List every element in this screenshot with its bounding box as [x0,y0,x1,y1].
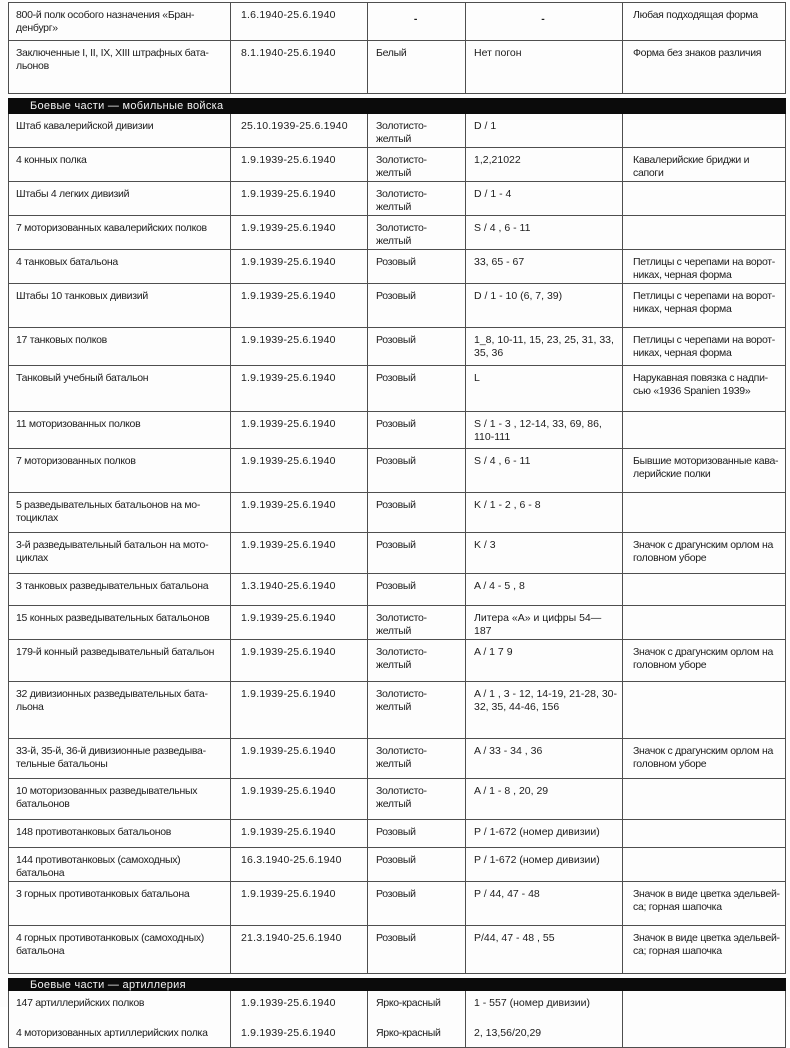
designation-cell: P/44, 47 - 48 , 55 [466,926,623,973]
designation-cell: D / 1 - 10 (6, 7, 39) [466,284,623,327]
table-row [9,250,785,284]
color-cell: - [368,3,466,40]
name-cell: 11 моторизованных полков [9,412,231,448]
notes-cell: Петлицы с черепами на ворот-никах, черная форма [633,290,775,315]
dates-cell: 1.9.1939-25.6.1940 [231,493,368,532]
color-cell: Розовый [368,412,466,448]
color-cell: Розовый [368,820,466,847]
notes-cell: Значок с драгунским орлом на головном уборе [633,745,774,770]
dates-cell: 1.9.1939-25.6.1940 [231,449,368,492]
name-cell: Штаб кавалерийской дивизии [9,114,231,147]
dates-cell: 1.9.1939-25.6.1940 [231,682,368,738]
dates-cell: 1.9.1939-25.6.1940 [231,1021,368,1047]
dates-cell: 25.10.1939-25.6.1940 [231,114,368,147]
color-cell: Золотисто-желтый [368,779,466,819]
table-row [9,606,785,640]
dates-cell: 1.9.1939-25.6.1940 [231,250,368,283]
designation-cell: D / 1 [466,114,623,147]
notes-cell: Значок в виде цветка эдельвей-са; горная шапочка [633,888,780,913]
table-row [9,41,785,94]
designation-cell: S / 4 , 6 - 11 [466,449,623,492]
color-cell: Золотисто-желтый [368,682,466,738]
designation-cell: A / 4 - 5 , 8 [466,574,623,605]
table-row [9,216,785,250]
table-row [9,114,785,148]
table-row [9,182,785,216]
notes-cell: Значок с драгунским орлом на головном уборе [633,646,774,671]
designation-cell: A / 1 7 9 [466,640,623,681]
dates-cell: 1.9.1939-25.6.1940 [231,182,368,215]
dates-cell: 1.9.1939-25.6.1940 [231,533,368,573]
color-cell: Розовый [368,882,466,925]
designation-cell: A / 33 - 34 , 36 [466,739,623,778]
dates-cell: 1.9.1939-25.6.1940 [231,216,368,249]
table-row [9,412,785,449]
name-cell: Штабы 10 танковых дивизий [9,284,231,327]
color-cell: Розовый [368,493,466,532]
table-row [9,449,785,493]
notes-cell [623,574,785,605]
dates-cell: 1.9.1939-25.6.1940 [231,412,368,448]
dates-cell: 1.9.1939-25.6.1940 [231,606,368,639]
name-cell: 17 танковых полков [9,328,231,365]
name-cell: 144 противотанковых (самоходных) батальона [9,848,231,881]
dates-cell: 8.1.1940-25.6.1940 [231,41,368,93]
designation-cell: S / 4 , 6 - 11 [466,216,623,249]
dates-cell: 1.9.1939-25.6.1940 [231,882,368,925]
color-cell: Золотисто-желтый [368,640,466,681]
table-row [9,991,785,1021]
name-cell: 148 противотанковых батальонов [9,820,231,847]
notes-cell: Форма без знаков различия [633,47,762,59]
table-row [9,926,785,974]
color-cell: Золотисто-желтый [368,148,466,181]
notes-cell: Значок с драгунским орлом на головном уборе [633,539,774,564]
designation-cell: A / 1 , 3 - 12, 14-19, 21-28, 30-32, 35, 44-46, 156 [466,682,623,738]
dates-cell: 1.6.1940-25.6.1940 [231,3,368,40]
dates-cell: 1.9.1939-25.6.1940 [231,284,368,327]
designation-cell: K / 1 - 2 , 6 - 8 [466,493,623,532]
name-cell: 147 артиллерийских полков [9,991,231,1021]
designation-cell: P / 44, 47 - 48 [466,882,623,925]
name-cell: 4 моторизованных артиллерийских полка [9,1021,231,1047]
color-cell: Розовый [368,284,466,327]
color-cell: Золотисто-желтый [368,114,466,147]
name-cell: 800-й полк особого назначения «Бран-денбург» [9,3,231,40]
notes-cell [623,216,785,249]
table-row [9,820,785,848]
name-cell: 4 горных противотанковых (самоходных) батальона [9,926,231,973]
table-row [9,779,785,820]
name-cell: Танковый учебный батальон [9,366,231,411]
color-cell: Золотисто-желтый [368,606,466,639]
color-cell: Розовый [368,848,466,881]
designation-cell: Нет погон [466,41,623,93]
notes-cell [623,1021,785,1047]
table-row [9,882,785,926]
color-cell: Белый [368,41,466,93]
notes-cell [623,820,785,847]
military-units-table [8,2,786,1048]
notes-cell [623,779,785,819]
notes-cell [623,412,785,448]
table-row [9,3,785,41]
dates-cell: 1.9.1939-25.6.1940 [231,820,368,847]
color-cell: Розовый [368,328,466,365]
notes-cell: Петлицы с черепами на ворот-никах, черная форма [633,256,775,281]
table-row [9,1021,785,1048]
table-row [9,328,785,366]
designation-cell: D / 1 - 4 [466,182,623,215]
table-row [9,739,785,779]
designation-cell: K / 3 [466,533,623,573]
color-cell: Золотисто-желтый [368,182,466,215]
dates-cell: 1.9.1939-25.6.1940 [231,148,368,181]
section-header [8,978,786,991]
name-cell: 10 моторизованных разведывательных батальонов [9,779,231,819]
designation-cell: S / 1 - 3 , 12-14, 33, 69, 86, 110-111 [466,412,623,448]
table-row [9,640,785,682]
designation-cell: P / 1-672 (номер дивизии) [466,820,623,847]
name-cell: 32 дивизионных разведывательных бата-льона [9,682,231,738]
notes-cell: Нарукавная повязка с надпи-сью «1936 Spanien 1939» [633,372,768,397]
notes-cell: Значок в виде цветка эдельвей-са; горная шапочка [633,932,780,957]
section-header [8,98,786,114]
table-row [9,574,785,606]
dates-cell: 1.9.1939-25.6.1940 [231,779,368,819]
name-cell: 4 конных полка [9,148,231,181]
table-row [9,493,785,533]
name-cell: 179-й конный разведывательный батальон [9,640,231,681]
name-cell: 15 конных разведывательных батальонов [9,606,231,639]
designation-cell: 2, 13,56/20,29 [466,1021,623,1047]
color-cell: Розовый [368,926,466,973]
name-cell: 4 танковых батальона [9,250,231,283]
dates-cell: 1.9.1939-25.6.1940 [231,739,368,778]
name-cell: 7 моторизованных полков [9,449,231,492]
name-cell: 5 разведывательных батальонов на мо-тоциклах [9,493,231,532]
name-cell: Заключенные I, II, IX, XIII штрафных бата-льонов [9,41,231,93]
color-cell: Розовый [368,250,466,283]
name-cell: 7 моторизованных кавалерийских полков [9,216,231,249]
designation-cell: 1 - 557 (номер дивизии) [466,991,623,1021]
dates-cell: 1.9.1939-25.6.1940 [231,366,368,411]
notes-cell [623,493,785,532]
name-cell: 3 горных противотанковых батальона [9,882,231,925]
color-cell: Розовый [368,366,466,411]
notes-cell [623,848,785,881]
designation-cell: A / 1 - 8 , 20, 29 [466,779,623,819]
dates-cell: 1.9.1939-25.6.1940 [231,328,368,365]
designation-cell: Литера «А» и цифры 54— 187 [466,606,623,639]
designation-cell: L [466,366,623,411]
table-row [9,533,785,574]
table-row [9,284,785,328]
notes-cell: Бывшие моторизованные кава-лерийские полки [633,455,779,480]
color-cell: Розовый [368,574,466,605]
table-row [9,682,785,739]
section-title: Боевые части — мобильные войска [30,100,224,112]
designation-cell: 1,2,21022 [466,148,623,181]
dates-cell: 1.3.1940-25.6.1940 [231,574,368,605]
color-cell: Ярко-красный [368,991,466,1021]
color-cell: Розовый [368,449,466,492]
designation-cell: P / 1-672 (номер дивизии) [466,848,623,881]
notes-cell: Кавалерийские бриджи и сапоги [633,154,750,179]
designation-cell: - [466,3,623,40]
notes-cell: Любая подходящая форма [633,9,758,21]
designation-cell: 1_8, 10-11, 15, 23, 25, 31, 33, 35, 36 [466,328,623,365]
notes-cell [623,114,785,147]
notes-cell [623,991,785,1021]
name-cell: 3 танковых разведывательных батальона [9,574,231,605]
notes-cell [623,606,785,639]
name-cell: Штабы 4 легких дивизий [9,182,231,215]
dates-cell: 16.3.1940-25.6.1940 [231,848,368,881]
notes-cell [623,182,785,215]
color-cell: Ярко-красный [368,1021,466,1047]
section-title: Боевые части — артиллерия [30,978,186,991]
designation-cell: 33, 65 - 67 [466,250,623,283]
table-row [9,848,785,882]
color-cell: Золотисто-желтый [368,739,466,778]
notes-cell: Петлицы с черепами на ворот-никах, черная форма [633,334,775,359]
table-row [9,148,785,182]
name-cell: 33-й, 35-й, 36-й дивизионные разведыва-тельные батальоны [9,739,231,778]
dates-cell: 1.9.1939-25.6.1940 [231,991,368,1021]
color-cell: Золотисто-желтый [368,216,466,249]
dates-cell: 1.9.1939-25.6.1940 [231,640,368,681]
table-row [9,366,785,412]
notes-cell [623,682,785,738]
name-cell: 3-й разведывательный батальон на мото-циклах [9,533,231,573]
color-cell: Розовый [368,533,466,573]
dates-cell: 21.3.1940-25.6.1940 [231,926,368,973]
